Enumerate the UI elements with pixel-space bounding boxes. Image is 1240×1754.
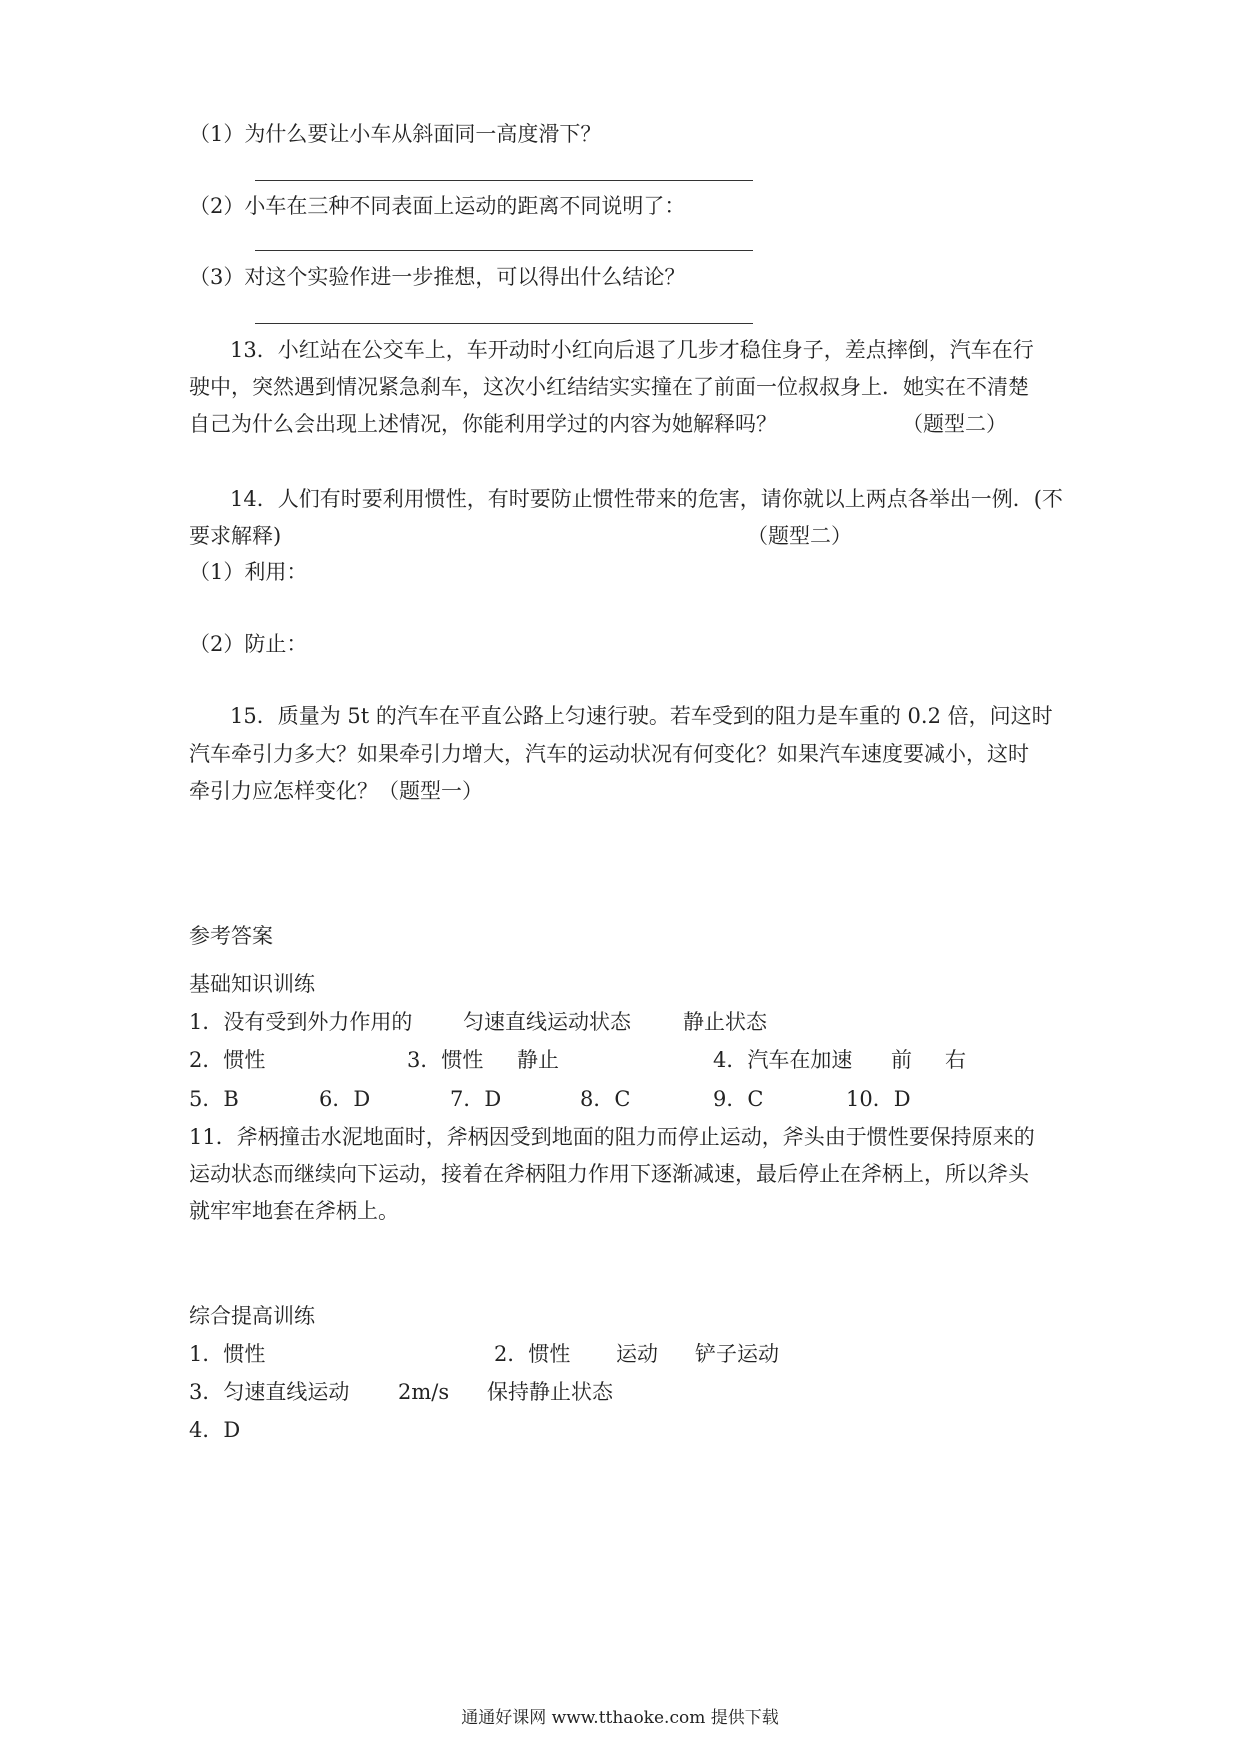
q12-part2: （2）小车在三种不同表面上运动的距离不同说明了： <box>189 194 686 218</box>
answer-5: 5．B <box>189 1087 239 1111</box>
page-footer: 通通好课网 www.tthaoke.com 提供下载 <box>461 1708 779 1728</box>
q14-type-tag: （题型二） <box>747 524 852 548</box>
q15-line1: 15．质量为 5t 的汽车在平直公路上匀速行驶。若车受到的阻力是车重的 0.2 倍，问这时 <box>230 704 1053 728</box>
answer-2: 2．惯性 <box>189 1048 266 1072</box>
adv-answer-2-part2: 运动 <box>616 1342 658 1366</box>
answer-line <box>255 180 753 181</box>
answer-11-line1: 11．斧柄撞击水泥地面时，斧柄因受到地面的阻力而停止运动，斧头由于惯性要保持原来的 <box>189 1125 1035 1149</box>
q14-part1: （1）利用： <box>189 560 308 584</box>
adv-answer-2-part1: 2．惯性 <box>494 1342 571 1366</box>
q14-line2: 要求解释) <box>189 524 282 548</box>
q12-part1: （1）为什么要让小车从斜面同一高度滑下？ <box>189 122 602 146</box>
answers-title: 参考答案 <box>189 924 273 948</box>
q12-part3: （3）对这个实验作进一步推想，可以得出什么结论？ <box>189 265 686 289</box>
basic-training-title: 基础知识训练 <box>189 972 315 996</box>
answer-3-part2: 静止 <box>517 1048 559 1072</box>
q13-line3: 自己为什么会出现上述情况，你能利用学过的内容为她解释吗？ <box>189 412 777 436</box>
answer-10: 10．D <box>846 1087 911 1111</box>
answer-4-part1: 4．汽车在加速 <box>713 1048 853 1072</box>
adv-answer-1: 1．惯性 <box>189 1342 266 1366</box>
advanced-training-title: 综合提高训练 <box>189 1304 315 1328</box>
answer-11-line3: 就牢牢地套在斧柄上。 <box>189 1199 399 1223</box>
adv-answer-4: 4．D <box>189 1418 241 1442</box>
answer-4-part3: 右 <box>945 1048 966 1072</box>
answer-1-part1: 1．没有受到外力作用的 <box>189 1010 413 1034</box>
answer-9: 9．C <box>713 1087 764 1111</box>
adv-answer-3-part1: 3．匀速直线运动 <box>189 1380 350 1404</box>
answer-7: 7．D <box>450 1087 502 1111</box>
answer-8: 8．C <box>580 1087 631 1111</box>
adv-answer-3-part2: 2m/s <box>398 1380 450 1404</box>
answer-3-part1: 3．惯性 <box>407 1048 484 1072</box>
adv-answer-2-part3: 铲子运动 <box>695 1342 779 1366</box>
adv-answer-3-part3: 保持静止状态 <box>487 1380 613 1404</box>
q14-part2: （2）防止： <box>189 632 308 656</box>
q15-line2: 汽车牵引力多大？如果牵引力增大，汽车的运动状况有何变化？如果汽车速度要减小，这时 <box>189 742 1029 766</box>
q15-line3: 牵引力应怎样变化？（题型一） <box>189 779 483 803</box>
answer-1-part3: 静止状态 <box>683 1010 767 1034</box>
answer-line <box>255 250 753 251</box>
answer-6: 6．D <box>319 1087 371 1111</box>
q13-type-tag: （题型二） <box>902 412 1007 436</box>
answer-11-line2: 运动状态而继续向下运动，接着在斧柄阻力作用下逐渐减速，最后停止在斧柄上，所以斧头 <box>189 1162 1029 1186</box>
answer-line <box>255 323 753 324</box>
answer-4-part2: 前 <box>891 1048 912 1072</box>
answer-1-part2: 匀速直线运动状态 <box>463 1010 631 1034</box>
q14-line1: 14．人们有时要利用惯性，有时要防止惯性带来的危害，请你就以上两点各举出一例．(不 <box>230 487 1063 511</box>
q13-line1: 13．小红站在公交车上，车开动时小红向后退了几步才稳住身子，差点摔倒，汽车在行 <box>230 338 1034 362</box>
q13-line2: 驶中，突然遇到情况紧急刹车，这次小红结结实实撞在了前面一位叔叔身上．她实在不清楚 <box>189 375 1029 399</box>
